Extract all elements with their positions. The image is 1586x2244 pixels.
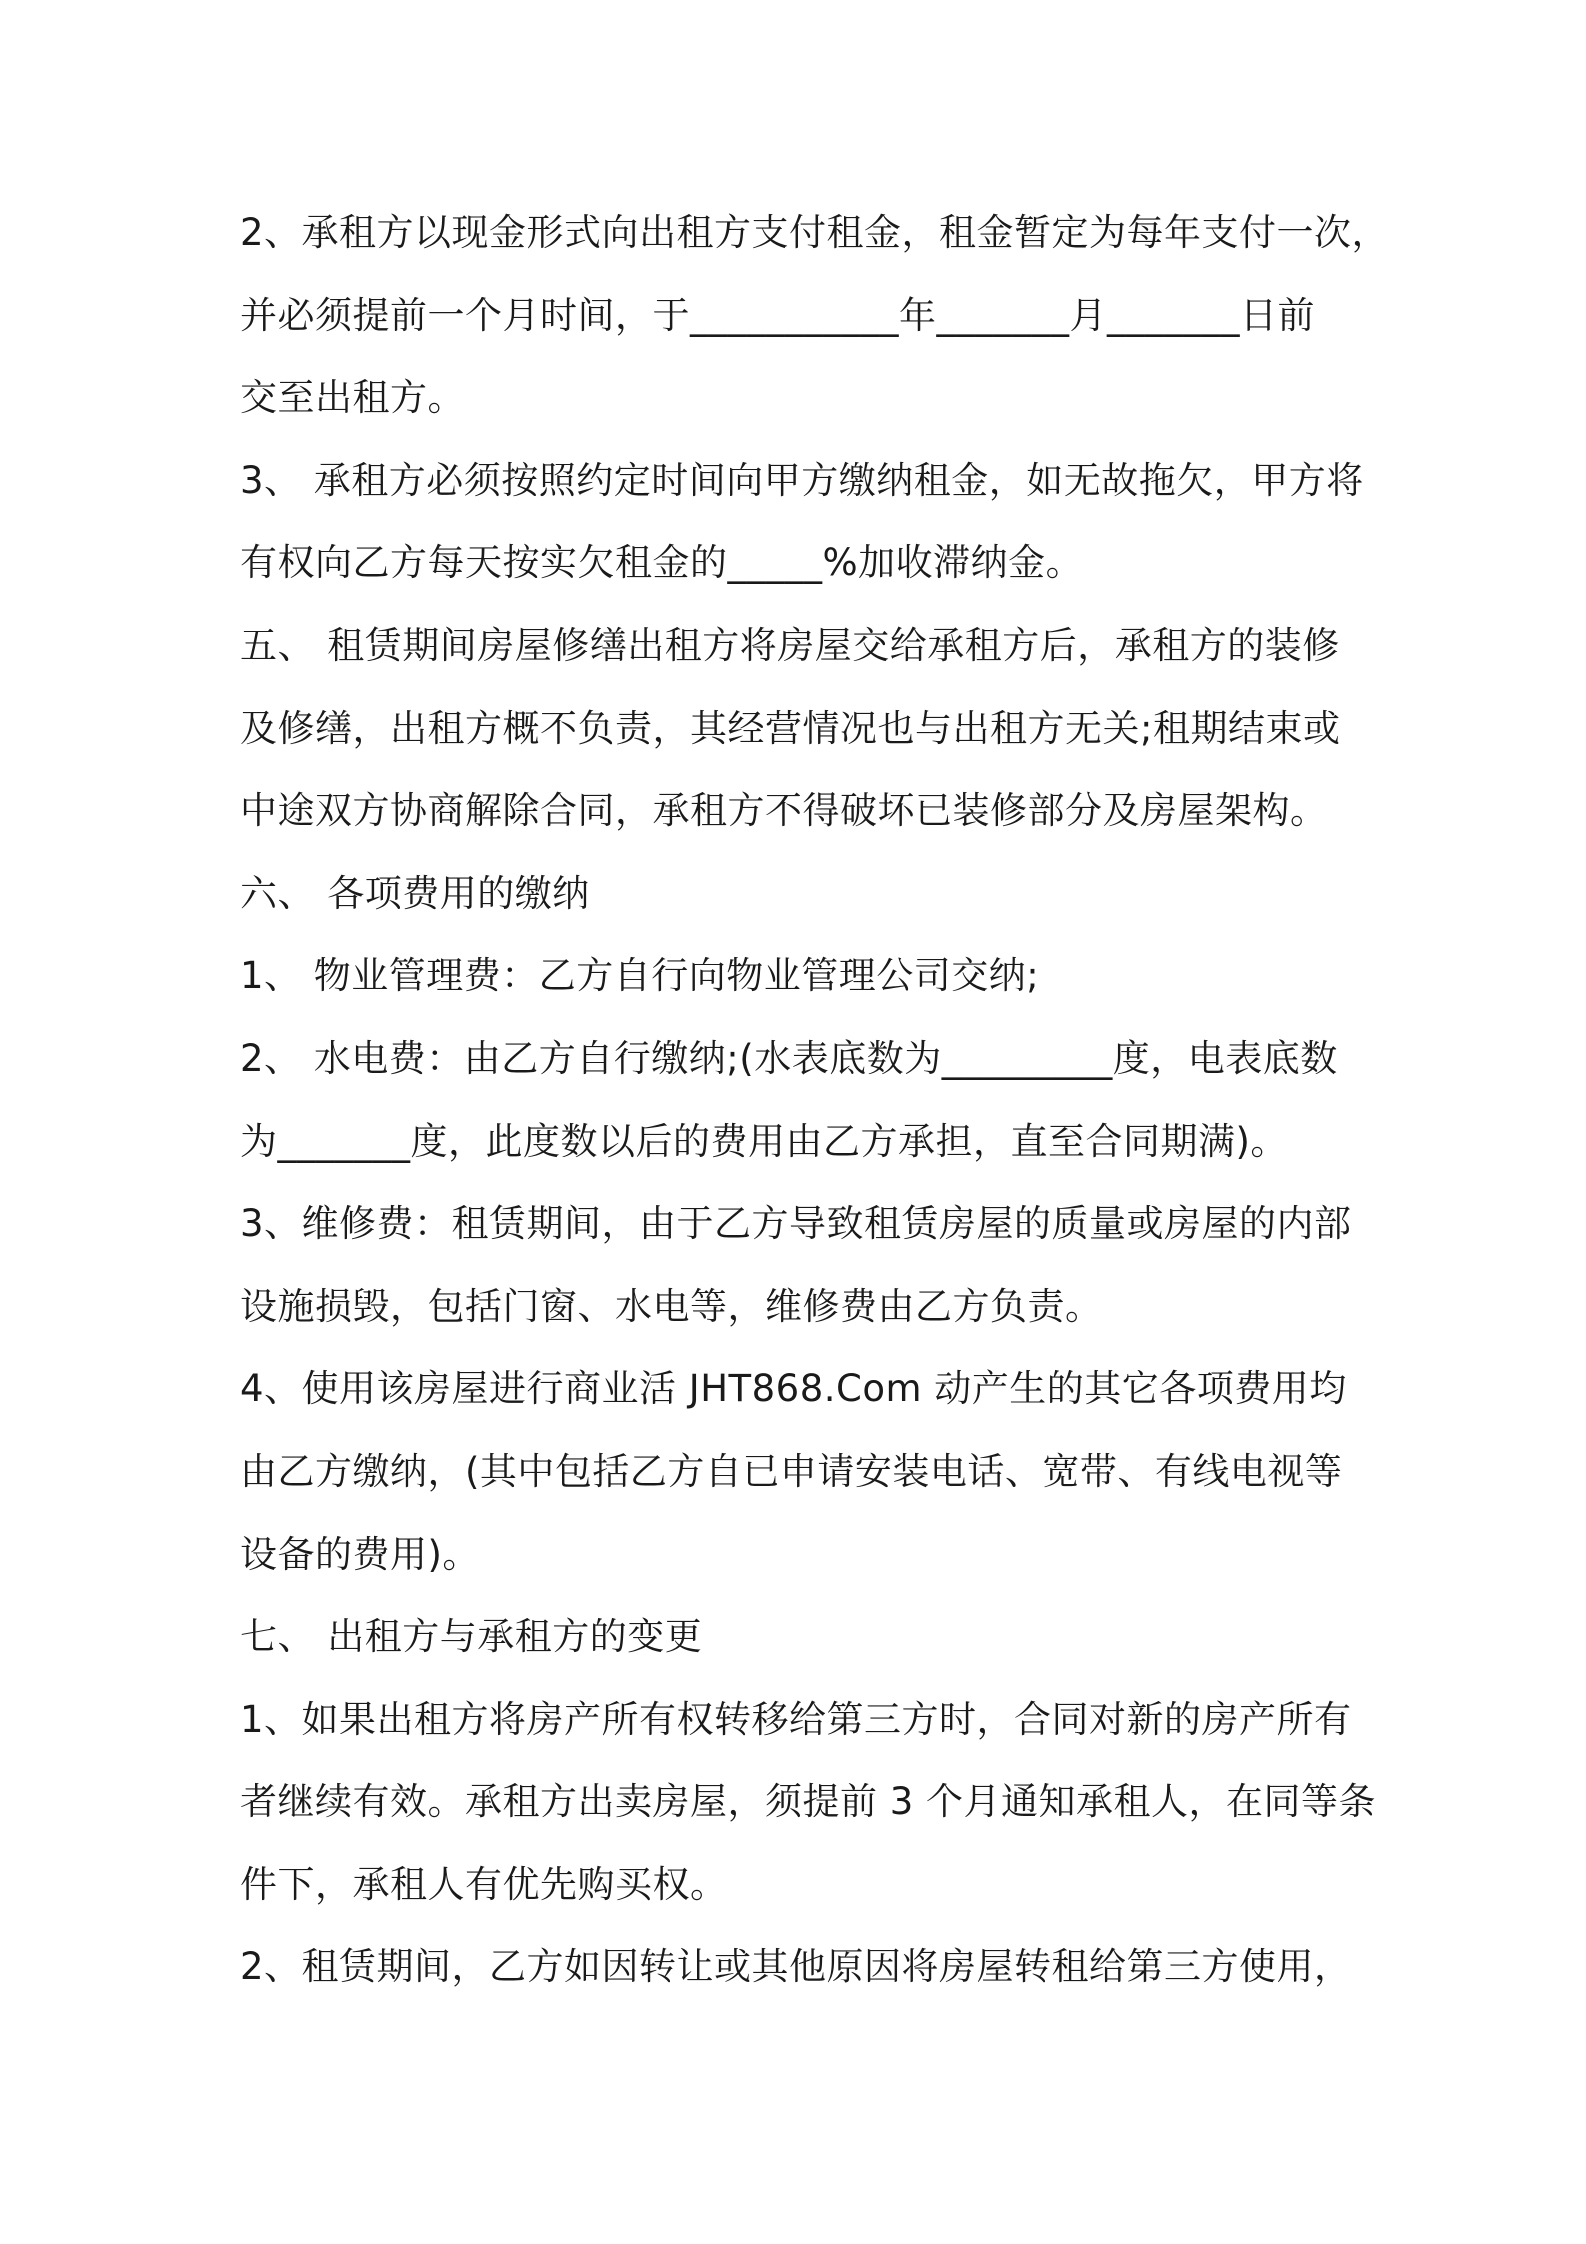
text-line: 有权向乙方每天按实欠租金的_____%加收滞纳金。 xyxy=(240,541,1084,585)
text-line: 2、承租方以现金形式向出租方支付租金，租金暂定为每年支付一次， xyxy=(240,211,1390,254)
text-line: 中途双方协商解除合同，承租方不得破坏已装修部分及房屋架构。 xyxy=(240,789,1328,833)
text-line: 1、如果出租方将房产所有权转移给第三方时，合同对新的房产所有 xyxy=(240,1697,1352,1741)
text-line: 3、 承租方必须按照约定时间向甲方缴纳租金，如无故拖欠，甲方将 xyxy=(240,458,1364,502)
text-line: 为_______度，此度数以后的费用由乙方承担，直至合同期满)。 xyxy=(240,1119,1288,1163)
text-line: 2、租赁期间，乙方如因转让或其他原因将房屋转租给第三方使用， xyxy=(240,1945,1352,1989)
text-line: 件下，承租人有优先购买权。 xyxy=(240,1862,728,1906)
text-line: 4、使用该房屋进行商业活 JHT868.Com 动产生的其它各项费用均 xyxy=(240,1367,1347,1411)
section-heading-6: 六、 各项费用的缴纳 xyxy=(240,871,590,915)
text-line: 并必须提前一个月时间，于___________年_______月_______日前 xyxy=(240,293,1315,337)
text-line: 设施损毁，包括门窗、水电等，维修费由乙方负责。 xyxy=(240,1284,1103,1328)
text-line: 者继续有效。承租方出卖房屋，须提前 3 个月通知承租人，在同等条 xyxy=(240,1780,1377,1824)
section-heading-7: 七、 出租方与承租方的变更 xyxy=(240,1615,703,1659)
document-body xyxy=(240,192,1390,2009)
text-line: 交至出租方。 xyxy=(240,376,465,420)
text-line: 3、维修费：租赁期间，由于乙方导致租赁房屋的质量或房屋的内部 xyxy=(240,1202,1352,1246)
section-heading-5: 五、 租赁期间房屋修缮出租方将房屋交给承租方后，承租方的装修 xyxy=(240,623,1340,667)
text-line: 2、 水电费：由乙方自行缴纳;(水表底数为_________度，电表底数 xyxy=(240,1036,1338,1080)
text-line: 1、 物业管理费：乙方自行向物业管理公司交纳; xyxy=(240,954,1040,998)
text-line: 及修缮，出租方概不负责，其经营情况也与出租方无关;租期结束或 xyxy=(240,706,1341,750)
text-line: 设备的费用)。 xyxy=(240,1532,480,1576)
text-line: 由乙方缴纳，(其中包括乙方自已申请安装电话、宽带、有线电视等 xyxy=(240,1449,1343,1493)
